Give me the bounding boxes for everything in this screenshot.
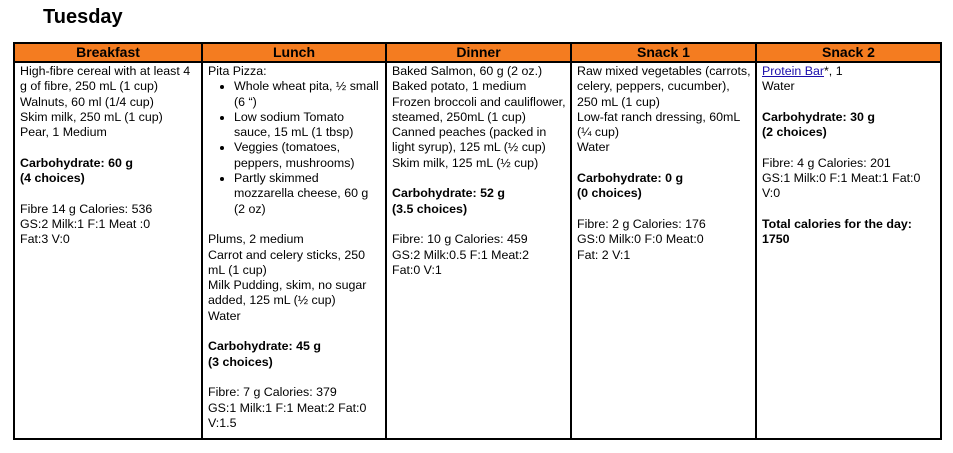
total-calories-value: 1750	[762, 232, 790, 247]
nutrition-summary: Fibre 14 g Calories: 536	[20, 201, 153, 216]
nutrition-summary: Fibre: 2 g Calories: 176	[577, 216, 706, 231]
meal-plan-table	[13, 42, 942, 440]
food-item: Water	[577, 140, 610, 155]
carbohydrate-choices: (0 choices)	[577, 186, 642, 201]
carbohydrate-choices: (2 choices)	[762, 125, 827, 140]
food-item: Skim milk, 125 mL (½ cup)	[392, 155, 539, 170]
food-item: Water	[762, 79, 795, 94]
nutrition-summary: Fibre: 10 g Calories: 459	[392, 232, 528, 247]
food-item: Low-fat ranch dressing, 60mL (¼ cup)	[577, 109, 740, 140]
nutrition-exchanges: GS:2 Milk:1 F:1 Meat :0	[20, 216, 151, 231]
food-item: Frozen broccoli and cauliflower, steamed, 250mL (1 cup)	[392, 94, 566, 124]
day-title: Tuesday	[43, 6, 123, 28]
carbohydrate-choices: (3 choices)	[208, 354, 273, 369]
nutrition-exchanges: Fat:3 V:0	[20, 232, 70, 247]
header-row	[14, 43, 941, 62]
food-item: Walnuts, 60 ml (1/4 cup)	[20, 94, 154, 109]
food-item: Pita Pizza:	[208, 64, 267, 78]
carbohydrate-amount: Carbohydrate: 52 g	[392, 186, 505, 201]
header-breakfast: Breakfast	[14, 43, 202, 62]
breakfast-cell	[14, 62, 202, 439]
list-item: • Low sodium Tomato sauce, 15 mL (1 tbsp)	[234, 110, 382, 141]
food-item: Canned peaches (packed in light syrup), 125 mL (½ cup)	[392, 125, 547, 155]
nutrition-exchanges: GS:1 Milk:0 F:1 Meat:1 Fat:0 V:0	[762, 171, 921, 201]
food-item: Water	[208, 308, 241, 323]
food-item: Baked Salmon, 60 g (2 oz.)	[392, 64, 543, 78]
snack-1-cell	[571, 62, 756, 439]
carbohydrate-choices: (4 choices)	[20, 171, 85, 186]
snack-2-cell	[756, 62, 941, 439]
food-item: Milk Pudding, skim, no sugar added, 125 mL (½ cup)	[208, 278, 367, 308]
food-item: Plums, 2 medium	[208, 232, 304, 247]
total-calories-label: Total calories for the day:	[762, 216, 912, 231]
carbohydrate-amount: Carbohydrate: 30 g	[762, 109, 875, 124]
list-item: • Whole wheat pita, ½ small (6 “)	[234, 79, 382, 110]
lunch-cell	[202, 62, 386, 439]
carbohydrate-choices: (3.5 choices)	[392, 201, 468, 216]
food-item-quantity: *, 1	[823, 64, 843, 78]
food-item: Baked potato, 1 medium	[392, 79, 527, 94]
pita-pizza-list	[208, 79, 382, 217]
nutrition-summary: Fibre: 4 g Calories: 201	[762, 155, 891, 170]
list-item: • Veggies (tomatoes, peppers, mushrooms)	[234, 140, 382, 171]
nutrition-exchanges: Fat: 2 V:1	[577, 247, 631, 262]
header-lunch: Lunch	[202, 43, 386, 62]
food-item: Raw mixed vegetables (carrots, celery, peppers, cucumber), 250 mL (1 cup)	[577, 64, 751, 109]
protein-bar-link[interactable]: Protein Bar	[762, 64, 824, 78]
carbohydrate-amount: Carbohydrate: 60 g	[20, 155, 133, 170]
nutrition-exchanges: GS:2 Milk:0.5 F:1 Meat:2	[392, 247, 530, 262]
carbohydrate-amount: Carbohydrate: 0 g	[577, 171, 684, 186]
food-item: Pear, 1 Medium	[20, 125, 107, 140]
nutrition-summary: Fibre: 7 g Calories: 379	[208, 385, 337, 400]
dinner-cell	[386, 62, 571, 439]
header-dinner: Dinner	[386, 43, 571, 62]
header-snack-2: Snack 2	[756, 43, 941, 62]
food-item: Skim milk, 250 mL (1 cup)	[20, 109, 163, 124]
meal-row	[14, 62, 941, 439]
food-item: Carrot and celery sticks, 250 mL (1 cup)	[208, 247, 366, 277]
nutrition-exchanges: Fat:0 V:1	[392, 262, 442, 277]
food-item: High-fibre cereal with at least 4 g of fibre, 250 mL (1 cup)	[20, 64, 191, 94]
nutrition-exchanges: GS:1 Milk:1 F:1 Meat:2 Fat:0 V:1.5	[208, 400, 367, 430]
nutrition-exchanges: GS:0 Milk:0 F:0 Meat:0	[577, 232, 704, 247]
carbohydrate-amount: Carbohydrate: 45 g	[208, 339, 321, 354]
list-item: • Partly skimmed mozzarella cheese, 60 g (2 oz)	[234, 171, 382, 217]
header-snack-1: Snack 1	[571, 43, 756, 62]
food-item	[762, 64, 937, 79]
